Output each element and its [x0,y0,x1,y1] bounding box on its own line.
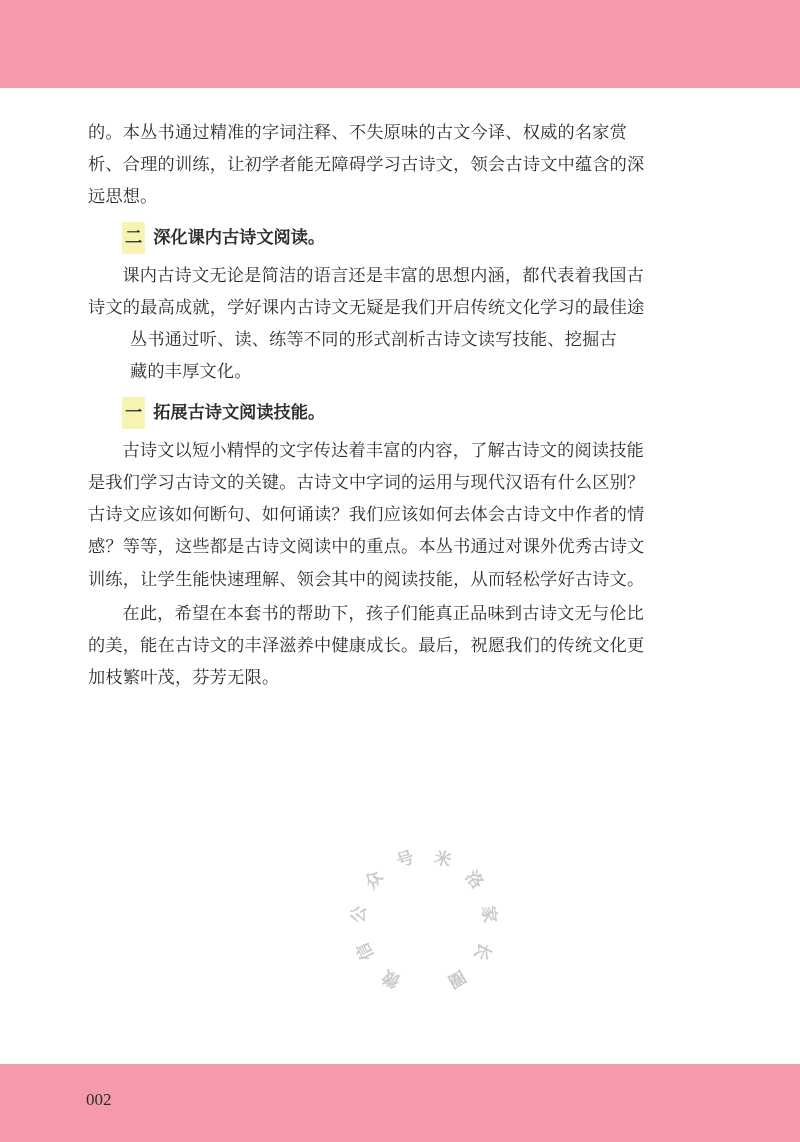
closing-line: 加枝繁叶茂，芬芳无限。 [88,668,280,689]
section-title: 深化课内古诗文阅读。 [153,227,326,248]
intro-line: 的。本丛书通过精准的字词注释、不失原味的古文今译、权威的名家赏 [88,123,628,143]
stamp-character: 号 [394,847,417,872]
stamp-character: 微 [379,965,404,992]
bottom-pink-band [0,1064,800,1142]
stamp-character: 众 [361,867,388,894]
paragraph-line: 感？等等，这些都是古诗文阅读中的重点。本丛书通过对课外优秀古诗文 [88,537,645,558]
intro-line: 析、合理的训练，让初学者能无障碍学习古诗文，领会古诗文中蕴含的深 [88,155,645,176]
watermark-stamp [340,838,508,1006]
stamp-character: 米 [431,847,454,872]
section-number: 一 [122,397,145,429]
top-pink-band [0,0,800,88]
page-content [88,117,648,694]
stamp-character: 公 [348,904,371,925]
section-heading-2 [88,222,648,254]
stamp-character: 洛 [460,867,487,894]
paragraph-line: 训练，让学生能快速理解、领会其中的阅读技能，从而轻松学好古诗文。 [88,569,645,590]
section-title: 拓展古诗文阅读技能。 [153,402,326,423]
paragraph-line: 诗文的最高成就，学好课内古诗文无疑是我们开启传统文化学习的最佳途 [88,298,645,319]
paragraph-line: 是我们学习古诗文的关键。古诗文中字词的运用与现代汉语有什么区别？ [88,473,645,494]
intro-line: 远思想。 [88,187,158,208]
closing-line: 在此，希望在本套书的帮助下，孩子们能真正品味到古诗文无与伦比 [122,603,645,624]
section-heading-3 [88,397,648,429]
stamp-character: 长 [469,939,495,964]
page-number: 002 [86,1090,112,1109]
closing-line: 的美，能在古诗文的丰泽滋养中健康成长。最后，祝愿我们的传统文化更 [88,636,645,657]
section-number: 二 [122,222,145,254]
paragraph-line: 课内古诗文无论是简洁的语言还是丰富的思想内涵，都代表着我国古 [122,265,645,286]
paragraph-line: 古诗文以短小精悍的文字传达着丰富的内容，了解古诗文的阅读技能 [122,440,645,461]
paragraph-line: 丛书通过听、读、练等不同的形式剖析古诗文读写技能、挖掘古 [130,330,617,351]
stamp-character: 信 [353,939,379,964]
watermark-stamp-graphic [340,838,508,1006]
paragraph-line: 藏的丰厚文化。 [130,362,252,383]
stamp-character: 圈 [444,965,469,992]
paragraph-line: 古诗文应该如何断句、如何诵读？我们应该如何去体会古诗文中作者的情 [88,505,645,526]
stamp-character: 家 [477,904,500,925]
